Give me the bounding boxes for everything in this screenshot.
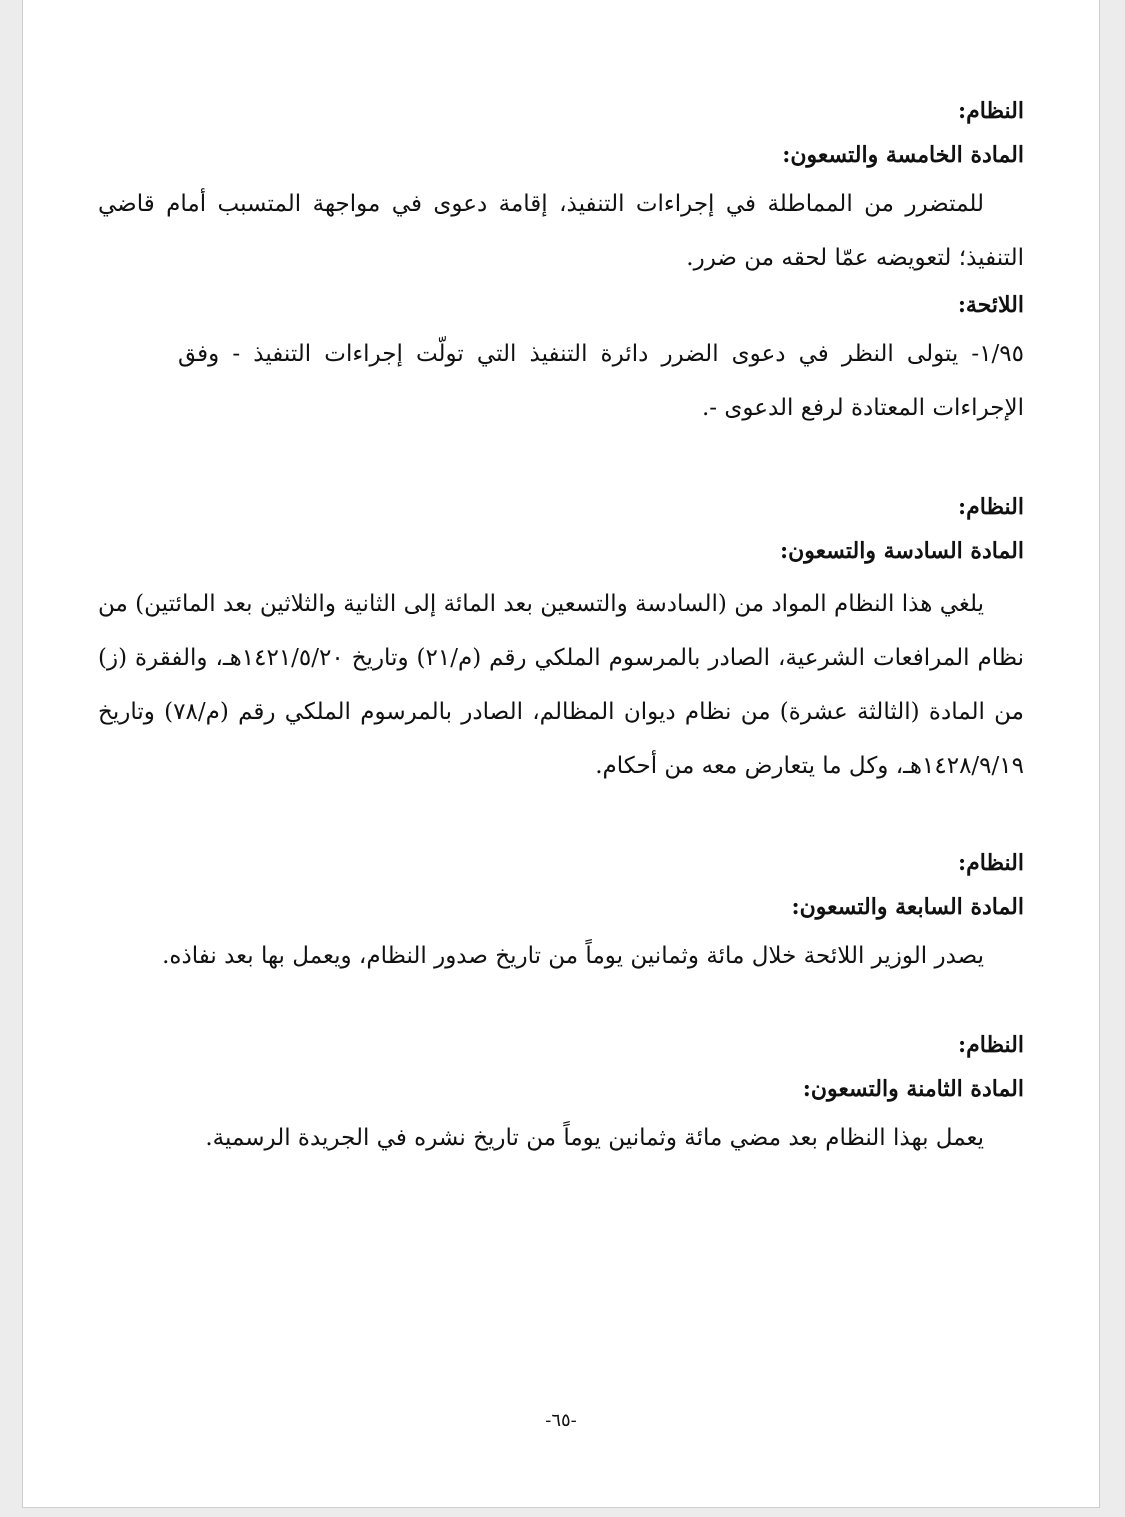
page-number: -٦٥-: [545, 1410, 577, 1431]
system-heading: النظام:: [958, 850, 1024, 876]
regulation-text: ١/٩٥- يتولى النظر في دعوى الضرر دائرة التنفيذ التي تولّت إجراءات التنفيذ - وفق الإجراءات المعتادة لرفع الدعوى -.: [178, 341, 1024, 421]
system-heading: النظام:: [958, 1032, 1024, 1058]
regulation-heading: اللائحة:: [957, 292, 1024, 318]
system-heading: النظام:: [958, 494, 1024, 520]
article-heading: المادة الخامسة والتسعون:: [782, 142, 1024, 168]
article-heading: المادة الثامنة والتسعون:: [802, 1076, 1024, 1102]
article-text: يعمل بهذا النظام بعد مضي مائة وثمانين يوماً من تاريخ نشره في الجريدة الرسمية.: [205, 1125, 984, 1151]
article-heading: المادة السادسة والتسعون:: [779, 538, 1024, 564]
article-96-section: [98, 491, 1024, 793]
system-heading: النظام:: [958, 98, 1024, 124]
page-content: [98, 95, 1024, 1165]
article-text: للمتضرر من المماطلة في إجراءات التنفيذ، إقامة دعوى في مواجهة المتسبب أمام قاضي التنفيذ؛ لتعويضه عمّا لحقه من ضرر.: [98, 191, 1024, 271]
article-97-section: [98, 847, 1024, 983]
document-page: [22, 0, 1100, 1508]
article-text: يلغي هذا النظام المواد من (السادسة والتسعين بعد المائة إلى الثانية والثلاثين بعد المائتين) من نظام المرافعات الشرعية، الصادر بالمرسوم الملكي رقم (م/٢١) وتاريخ ١٤٢١/٥/٢٠هـ، والفقرة (ز) من المادة (الثالثة عشرة) من نظام ديوان المظالم، الصادر بالمرسوم الملكي رقم (م/٧٨) وتاريخ ١٤٢٨/٩/١٩هـ، وكل ما يتعارض معه من أحكام.: [98, 591, 1025, 779]
article-95-section: [98, 95, 1024, 435]
article-text: يصدر الوزير اللائحة خلال مائة وثمانين يوماً من تاريخ صدور النظام، ويعمل بها بعد نفاذه.: [162, 943, 984, 969]
article-98-section: [98, 1029, 1024, 1165]
article-heading: المادة السابعة والتسعون:: [791, 894, 1024, 920]
